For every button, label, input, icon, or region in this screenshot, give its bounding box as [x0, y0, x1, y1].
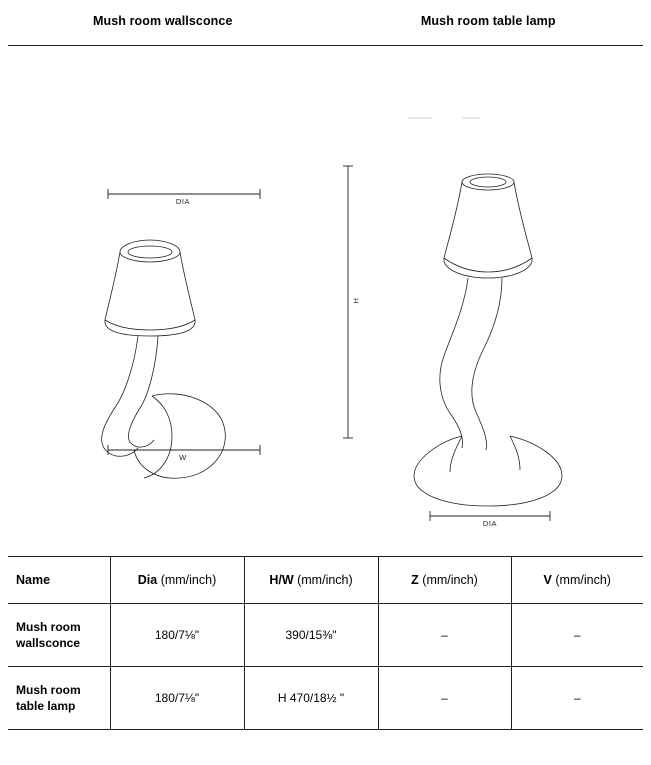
- stem-outline: [440, 278, 502, 450]
- shade-outline: [444, 174, 532, 278]
- column-header-name-key: Name: [16, 573, 51, 587]
- table-row: [8, 604, 643, 667]
- column-header-dia-unit: (mm/inch): [160, 573, 217, 587]
- row-hw-wallsconce: 390/15⅜": [244, 604, 378, 667]
- spec-table-head: [8, 557, 643, 604]
- column-header-z-unit: (mm/inch): [422, 573, 478, 587]
- row-dia-table-lamp: 180/7⅛": [110, 667, 244, 730]
- column-header-z-key: Z: [411, 573, 419, 587]
- table-row: [8, 667, 643, 730]
- column-header-hw-key: H/W: [269, 573, 294, 587]
- column-header-dia: [110, 557, 244, 604]
- column-header-z: [378, 557, 511, 604]
- header-table-lamp: Mush room table lamp: [420, 14, 556, 28]
- spec-table: [8, 556, 643, 730]
- column-header-v: [511, 557, 643, 604]
- row-v-wallsconce: –: [511, 604, 643, 667]
- column-header-dia-key: Dia: [137, 573, 158, 587]
- column-header-v-unit: (mm/inch): [555, 573, 611, 587]
- product-drawings: [0, 46, 651, 546]
- table-lamp-dia-label: DIA: [482, 519, 498, 528]
- wall-mount-sphere: [134, 394, 225, 478]
- column-header-v-key: V: [543, 573, 552, 587]
- row-dia-wallsconce: 180/7⅛": [110, 604, 244, 667]
- row-z-wallsconce: –: [378, 604, 511, 667]
- wallsconce-w-label: W: [179, 453, 187, 462]
- figure-wallsconce: [60, 106, 290, 506]
- figure-table-lamp: [340, 56, 600, 526]
- column-headers: [0, 14, 651, 28]
- table-header-row: [8, 557, 643, 604]
- column-header-hw-unit: (mm/inch): [297, 573, 353, 587]
- row-z-table-lamp: –: [378, 667, 511, 730]
- spec-table-body: [8, 604, 643, 730]
- wallsconce-drawing: [60, 106, 290, 506]
- row-name-table-lamp: Mush room table lamp: [8, 667, 110, 730]
- row-name-wallsconce: Mush room wallsconce: [8, 604, 110, 667]
- spec-table-wrapper: [8, 556, 643, 730]
- table-lamp-drawing: [340, 56, 600, 526]
- stem-outline: [102, 336, 158, 456]
- base-outline: [414, 436, 562, 506]
- row-hw-table-lamp: H 470/18½ ": [244, 667, 378, 730]
- column-header-hw: [244, 557, 378, 604]
- wallsconce-dia-label: DIA: [175, 197, 191, 206]
- table-lamp-h-label: H: [351, 297, 361, 304]
- row-v-table-lamp: –: [511, 667, 643, 730]
- shade-outline: [105, 240, 195, 336]
- header-wallsconce: Mush room wallsconce: [92, 14, 233, 28]
- column-header-name: [8, 557, 110, 604]
